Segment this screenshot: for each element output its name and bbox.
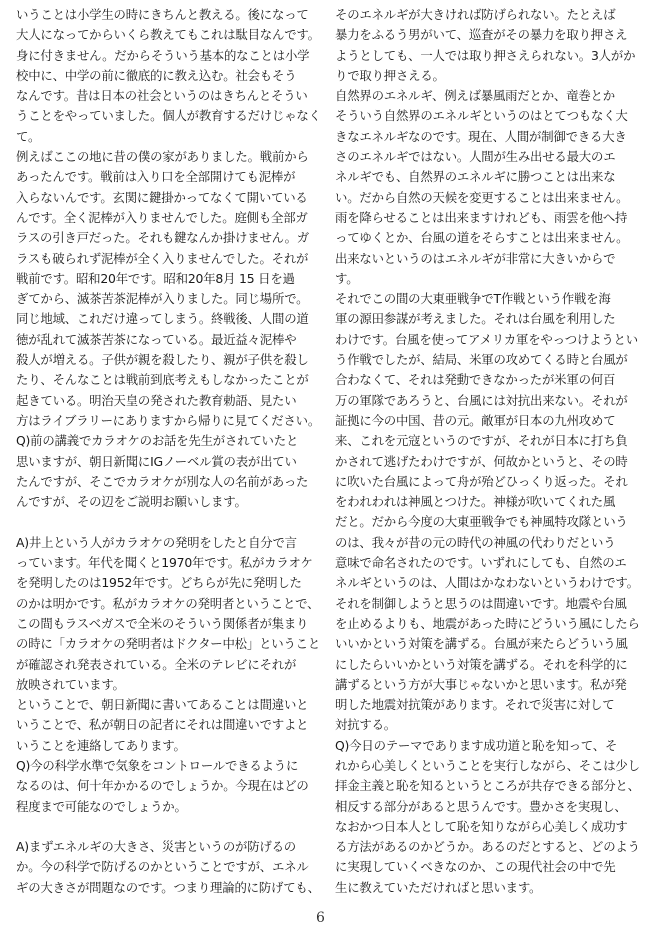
text-line: が確認され発表されている。全米のテレビにそれが <box>16 656 297 672</box>
text-line: のは、我々が昔の元の時代の神風の代わりだという <box>335 534 616 550</box>
text-line: うことをやっていました。個人が教育するだけじゃなく <box>16 108 321 124</box>
text-line: ということで、朝日新聞に書いてあることは間違いと <box>16 697 309 713</box>
text-line: のかは明かです。私がカラオケの発明者ということで、 <box>16 595 320 611</box>
text-line: だと。だから今度の大東亜戦争でも神風特攻隊という <box>335 514 628 530</box>
text-line: なるのは、何十年かかるのでしょうか。今現在はどの <box>16 778 309 794</box>
text-line: 来、これを元寇というのですが、それが日本に打ち負 <box>335 433 628 449</box>
text-line: ぎてから、滅茶苦茶泥棒が入りました。同じ場所で。 <box>16 291 309 307</box>
page-number: 6 <box>316 910 325 926</box>
text-line: 方はライブラリーにありますから帰りに見てください。 <box>16 412 321 428</box>
text-line: それでこの間の大東亜戦争でT作戦という作戦を海 <box>335 291 611 307</box>
text-line: なおかつ日本人として恥を知りながら心美しく成功す <box>335 818 628 834</box>
text-line: 軍の源田参謀が考えました。それは台風を利用した <box>335 311 616 327</box>
text-line: 程度まで可能なのでしょうか。 <box>16 798 187 814</box>
text-line: をわれわれは神風とつけた。神様が吹いてくれた風 <box>335 494 616 510</box>
text-line: んです。全く泥棒が入りませんでした。庭側も全部ガ <box>16 209 308 225</box>
text-line: ようとしても、一人では取り押さえられない。3人がか <box>335 47 636 63</box>
text-line: この間もラスベガスで全米のそういう関係者が集まり <box>16 615 309 631</box>
text-line: い。だから自然の天候を変更することは出来ません。 <box>335 189 629 205</box>
text-line: 例えばここの地に昔の僕の家がありました。戦前から <box>16 149 309 165</box>
text-line: を止めるよりも、地震があった時にどういう風にしたら <box>335 615 640 631</box>
text-line: いうことで、私が朝日の記者にそれは間違いですよと <box>16 717 309 733</box>
text-line: Q)今日のテーマであります成功道と恥を知って、そ <box>335 737 618 753</box>
text-line: に実現していくべきなのか、この現代社会の中で先 <box>335 859 616 875</box>
text-line: 合わなくて、それは発動できなかったが米軍の何百 <box>335 372 616 388</box>
text-line: か。今の科学で防げるのかということですが、エネル <box>16 859 309 875</box>
text-line: 対抗する。 <box>335 717 396 733</box>
text-line: Q)今の科学水準で気象をコントロールできるように <box>16 757 299 773</box>
text-line: 起きている。明治天皇の発された教育勅語、見たい <box>16 392 297 408</box>
text-line: ネルギというのは、人間はかなわないというわけです。 <box>335 575 639 591</box>
text-line: Q)前の講義でカラオケのお話を先生がされていたと <box>16 433 299 449</box>
text-line: 講ずるという方が大事じゃないかと思います。私が発 <box>335 676 627 692</box>
text-line: 同じ地域、これだけ違ってしまう。終戦後、人間の道 <box>16 311 309 327</box>
text-line: 拝金主義と恥を知るというところが共存できる部分と、 <box>335 778 640 794</box>
text-line: ラスの引き戸だった。それも鍵なんか掛けません。ガ <box>16 230 309 246</box>
text-line: 出来ないというのはエネルギが非常に大きいからで <box>335 250 616 266</box>
text-line: 明した地震対抗策があります。それで災害に対して <box>335 697 615 713</box>
text-line: 戦前です。昭和20年です。昭和20年8月 15 日を過 <box>16 270 295 286</box>
left-text-column <box>16 5 322 898</box>
text-line: きなエネルギなのです。現在、人間が制御できる大き <box>335 128 627 144</box>
text-line: 殺人が増える。子供が親を殺したり、親が子供を殺し <box>16 352 309 368</box>
text-line: ネルギでも、自然界のエネルギに勝つことは出来な <box>335 169 616 185</box>
text-line: あったんです。戦前は入り口を全部開けても泥棒が <box>16 169 296 185</box>
text-line <box>16 512 322 532</box>
text-line: て。 <box>16 128 41 144</box>
text-line: う作戦でしたが、結局、米軍の攻めてくる時と台風が <box>335 352 628 368</box>
text-line: んですが、その辺をご説明お願いします。 <box>16 494 247 510</box>
text-line: ラスも破られず泥棒が全く入りませんでした。それが <box>16 250 309 266</box>
right-text-column <box>335 5 641 898</box>
text-line: ってゆくとか、台風の道をそらすことは出来ません。 <box>335 230 629 246</box>
text-line: 思いますが、朝日新聞にIGノーベル賞の表が出てい <box>16 453 297 469</box>
text-line: 生に教えていただければと思います。 <box>335 879 542 895</box>
text-line: 雨を降らせることは出来ますけれども、雨雲を他へ持 <box>335 209 628 225</box>
text-line: それを制御しようと思うのは間違いです。地震や台風 <box>335 595 627 611</box>
text-line: れから心美しくということを実行しながら、そこは少し <box>335 757 640 773</box>
text-line: 自然界のエネルギ、例えば暴風雨だとか、竜巻とか <box>335 88 615 104</box>
text-line: る方法があるのかどうか。あるのだとすると、どのよう <box>335 839 640 855</box>
text-line: 放映されています。 <box>16 676 125 692</box>
text-line: かされて逃げたわけですが、何故かというと、その時 <box>335 453 628 469</box>
text-line: たんですが、そこでカラオケが別な人の名前があった <box>16 473 309 489</box>
text-line: の時に「カラオケの発明者はドクター中松」ということ <box>16 636 321 652</box>
text-line: わけです。台風を使ってアメリカ軍をやっつけようとい <box>335 331 638 347</box>
text-line: 証拠に今の中国、昔の元。敵軍が日本の九州攻めて <box>335 412 616 428</box>
text-line: A)まずエネルギの大きさ、災害というのが防げるの <box>16 839 296 855</box>
text-line: たり、そんなことは戦前到底考えもしなかったことが <box>16 372 309 388</box>
text-line: 徳が乱れて滅茶苦茶になっている。最近益々泥棒や <box>16 331 297 347</box>
text-line: 身に付きません。だからそういう基本的なことは小学 <box>16 47 310 63</box>
text-line: そのエネルギが大きければ防げられない。たとえば <box>335 7 616 22</box>
text-line: A)井上という人がカラオケの発明をしたと自分で言 <box>16 534 297 550</box>
text-line: いうことを連絡してあります。 <box>16 737 186 753</box>
text-line: にしたらいいかという対策を講ずる。それを科学的に <box>335 656 628 672</box>
text-line: 万の軍隊であろうと、台風には対抗出来ない。それが <box>335 392 628 408</box>
text-line: 大人になってからいくら教えてもこれは駄目なんです。 <box>16 27 320 43</box>
text-line: いいかという対策を講ずる。台風が来たらどういう風 <box>335 636 628 652</box>
text-line: 意味で命名されたのです。いずれにしても、自然のエ <box>335 555 627 571</box>
text-line: す。 <box>335 270 359 286</box>
text-line: いうことは小学生の時にきちんと教える。後になって <box>16 7 309 22</box>
text-line: に吹いた台風によって舟が殆どひっくり返った。それ <box>335 473 628 489</box>
text-line: っています。年代を聞くと1970年です。私がカラオケ <box>16 555 313 571</box>
text-line: を発明したのは1952年です。どちらが先に発明した <box>16 575 302 591</box>
text-line: 暴力をふるう男がいて、巡査がその暴力を取り押さえ <box>335 27 628 43</box>
text-line: なんです。昔は日本の社会というのはきちんとそうい <box>16 88 308 104</box>
text-line <box>16 817 322 837</box>
text-line: さのエネルギではない。人間が生み出せる最大のエ <box>335 149 616 165</box>
text-line: 入らないんです。玄関に鍵掛かってなくて開いている <box>16 189 308 205</box>
text-line: 相反する部分があると思うんです。豊かさを実現し、 <box>335 798 627 814</box>
text-line: 校中に、中学の前に徹底的に教え込む。社会もそう <box>16 67 297 83</box>
text-line: りで取り押さえる。 <box>335 67 445 83</box>
text-line: そういう自然界のエネルギというのはとてつもなく大 <box>335 108 628 124</box>
text-line: ギの大きさが問題なのです。つまり理論的に防げても、 <box>16 879 320 895</box>
